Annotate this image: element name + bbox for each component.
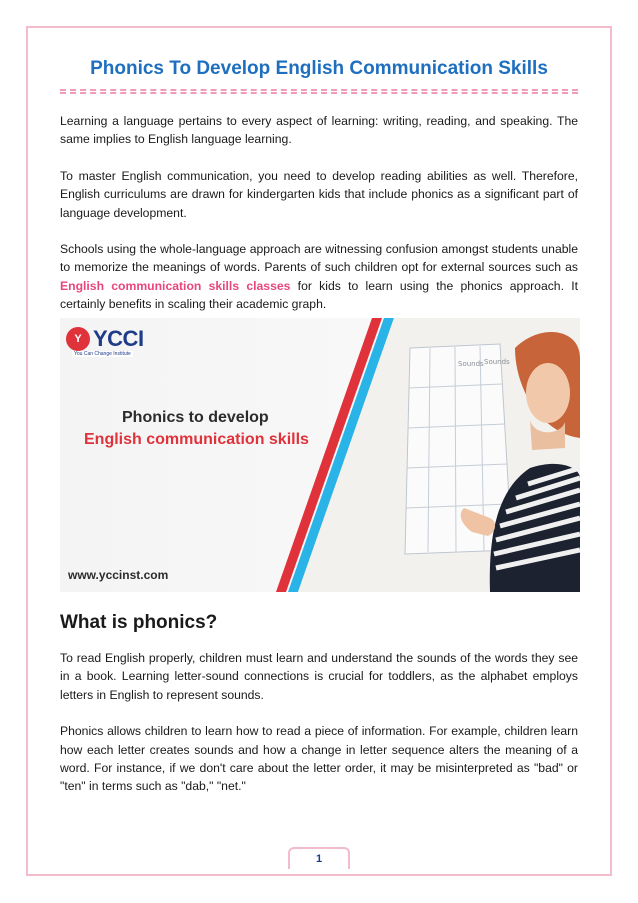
banner-title-line-2: English communication skills xyxy=(84,431,309,448)
english-classes-link[interactable]: English communication skills classes xyxy=(60,278,291,293)
section-paragraph-1: To read English properly, children must learn and understand the sounds of the words they see in a book. Learning letter-sound connections is crucial for toddlers, as the alphabet employs letters in English to represent sounds. xyxy=(60,651,578,702)
whiteboard-col-1: Sounds xyxy=(458,360,484,368)
whiteboard-col-2: Sounds xyxy=(484,358,510,366)
banner-title-line-1: Phonics to develop xyxy=(122,409,269,426)
banner-image xyxy=(60,318,580,592)
face xyxy=(526,363,570,423)
phonics-section xyxy=(60,649,578,814)
section-heading: What is phonics? xyxy=(60,612,218,633)
ycci-logo xyxy=(66,326,144,352)
logo-wordmark: YCCI xyxy=(93,326,144,351)
banner-url: www.yccinst.com xyxy=(68,568,169,582)
logo-mark-icon: Y xyxy=(66,327,90,351)
banner-illustration xyxy=(60,318,580,592)
title-divider xyxy=(60,89,578,94)
intro-paragraph-2: To master English communication, you need to develop reading abilities as well. Therefore, English curriculums are drawn for kindergarten kids that include phonics as a significant part of language development. xyxy=(60,168,578,220)
section-paragraph-2: Phonics allows children to learn how to read a piece of information. For example, children learn how each letter creates sounds and how a change in letter sequence alters the meaning of a word. For instance, if we don't care about the letter order, it may be misinterpreted as "bad" or "ten" in terms such as "dab," "net." xyxy=(60,724,578,794)
page-number: 1 xyxy=(288,847,350,869)
intro-section xyxy=(60,112,578,332)
intro-paragraph-3 xyxy=(60,240,578,314)
logo-tagline: You Can Change Institute xyxy=(74,351,131,357)
document-title: Phonics To Develop English Communication Skills xyxy=(90,58,548,79)
paragraph-text: Schools using the whole-language approach are witnessing confusion amongst students unable to memorize the meanings of words. Parents of such children opt for external sources such as xyxy=(60,242,578,275)
intro-paragraph-1: Learning a language pertains to every aspect of learning: writing, reading, and speaking. The same implies to English language learning. xyxy=(60,114,578,147)
paragraph-text: for kids to learn using the phonics approach. It certainly benefits in scaling their academic graph. xyxy=(60,278,579,312)
